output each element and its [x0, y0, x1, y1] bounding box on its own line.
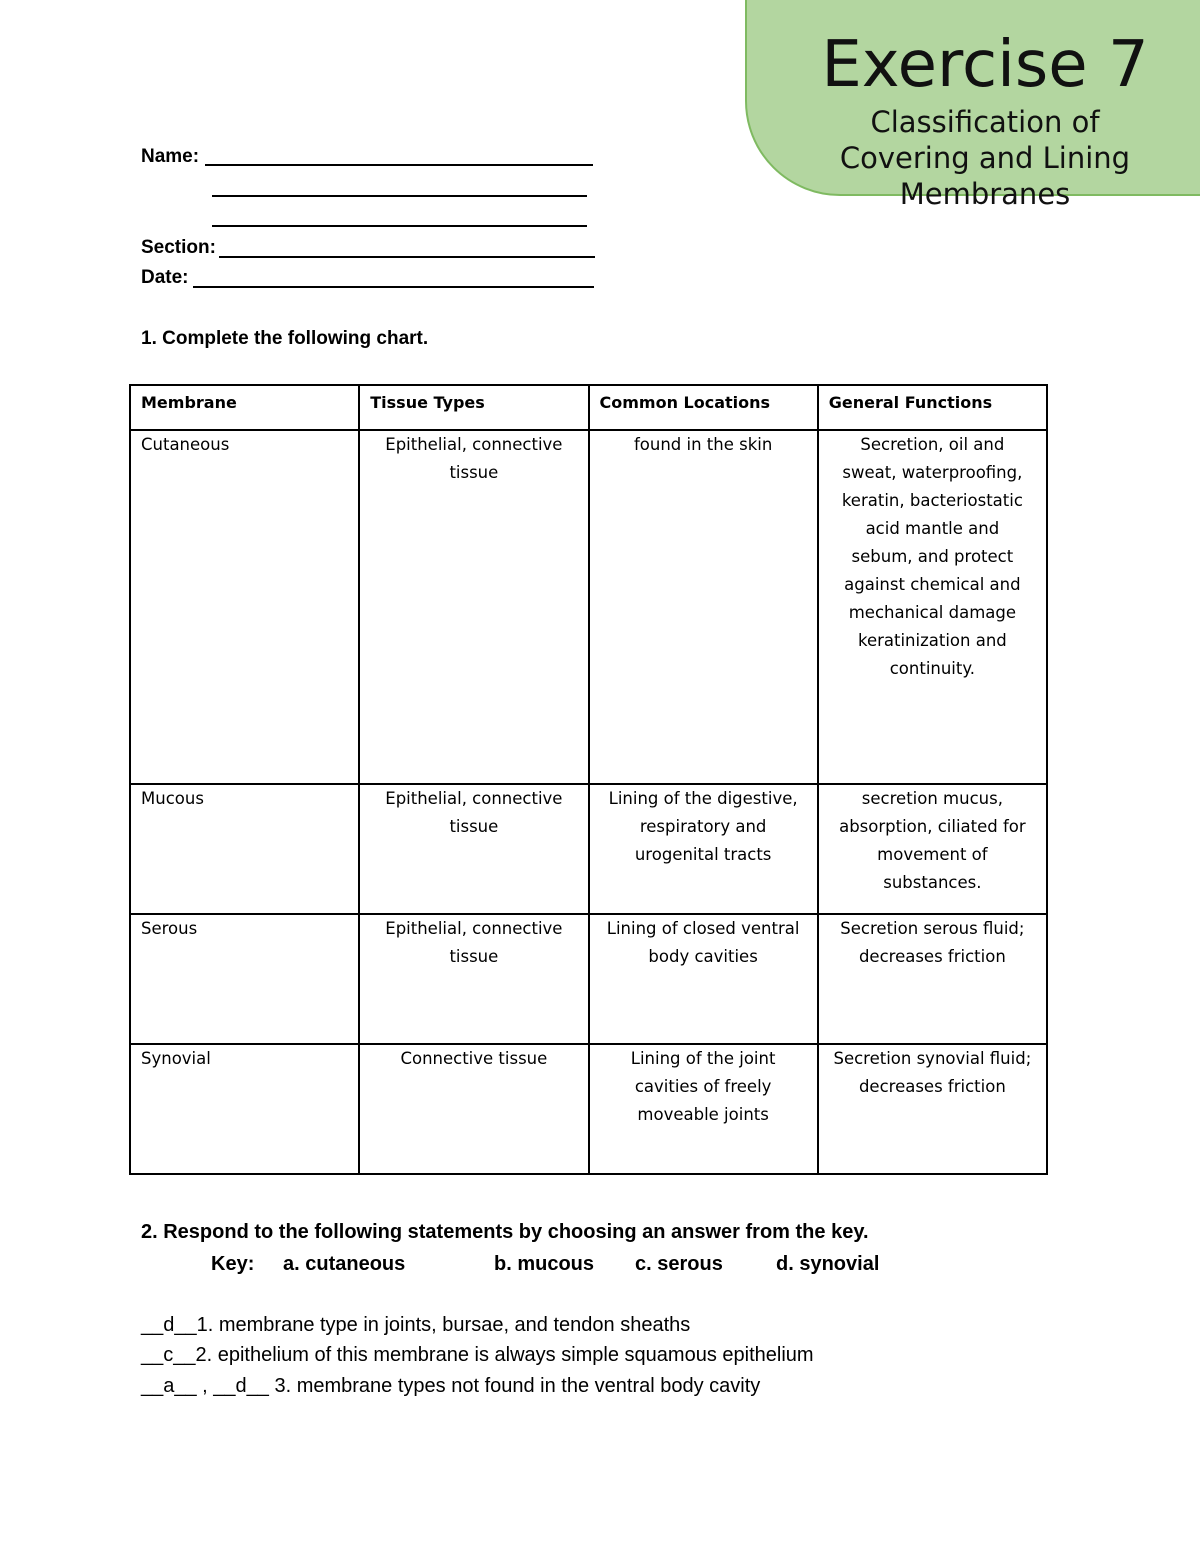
table-row-mucous	[130, 784, 1047, 914]
location-cell[interactable]	[589, 784, 818, 914]
function-cell[interactable]	[818, 784, 1047, 914]
key-option-b: b. mucous	[494, 1253, 595, 1275]
location-cell[interactable]	[589, 914, 818, 1044]
key-label: Key:	[211, 1253, 255, 1275]
question-1-prompt: 1. Complete the following chart.	[141, 328, 429, 349]
column-header-membrane: Membrane	[130, 385, 359, 430]
subtitle-line: Classification of	[870, 105, 1100, 139]
function-cell[interactable]	[818, 430, 1047, 784]
cell-line: moveable joints	[637, 1105, 769, 1124]
cell-line: keratinization and	[857, 631, 1007, 650]
cell-line: Secretion, oil and	[860, 435, 1005, 454]
cell-line: Lining of the digestive,	[608, 789, 798, 808]
table-row-cutaneous	[130, 430, 1047, 784]
key-option-a: a. cutaneous	[283, 1253, 406, 1275]
cell-line: substances.	[883, 873, 982, 892]
cell-line: found in the skin	[633, 435, 773, 454]
cell-line: cavities of freely	[634, 1077, 772, 1096]
section-label: Section:	[141, 237, 216, 258]
cell-line: mechanical damage	[848, 603, 1017, 622]
tissue-cell[interactable]	[359, 1044, 588, 1174]
cell-line: tissue	[449, 947, 499, 966]
name-label: Name:	[141, 146, 200, 167]
membrane-cell: Serous	[130, 914, 359, 1044]
tissue-cell[interactable]	[359, 914, 588, 1044]
cell-line: Secretion serous fluid;	[840, 919, 1025, 938]
exercise-subtitle	[745, 104, 1200, 212]
subtitle-line: Membranes	[899, 177, 1071, 211]
cell-line: Lining of closed ventral	[606, 919, 800, 938]
question-2-prompt: 2. Respond to the following statements by choosing an answer from the key.	[141, 1221, 869, 1243]
key-option-d: d. synovial	[776, 1253, 880, 1275]
answer-2[interactable]: __c__2. epithelium of this membrane is always simple squamous epithelium	[141, 1344, 814, 1366]
table-row-synovial	[130, 1044, 1047, 1174]
membrane-chart	[129, 384, 1048, 1175]
cell-line: continuity.	[889, 659, 976, 678]
cell-line: Epithelial, connective	[385, 919, 563, 938]
cell-line: decreases friction	[858, 947, 1006, 966]
date-label: Date:	[141, 267, 189, 288]
date-field[interactable]	[193, 286, 594, 288]
membrane-cell: Synovial	[130, 1044, 359, 1174]
cell-line: respiratory and	[639, 817, 767, 836]
cell-line: tissue	[449, 817, 499, 836]
cell-line: decreases friction	[858, 1077, 1006, 1096]
section-field[interactable]	[219, 256, 595, 258]
answer-3[interactable]: __a__ , __d__ 3. membrane types not found in the ventral body cavity	[141, 1375, 761, 1397]
cell-line: sebum, and protect	[851, 547, 1014, 566]
column-header-tissue-types: Tissue Types	[359, 385, 588, 430]
name-field-line-3[interactable]	[212, 225, 587, 227]
cell-line: Lining of the joint	[630, 1049, 776, 1068]
cell-line: secretion mucus,	[861, 789, 1003, 808]
answer-1[interactable]: __d__1. membrane type in joints, bursae, and tendon sheaths	[141, 1314, 691, 1336]
cell-line: Secretion synovial fluid;	[833, 1049, 1032, 1068]
cell-line: acid mantle and	[865, 519, 1000, 538]
question-2	[141, 1219, 1041, 1245]
membrane-cell: Mucous	[130, 784, 359, 914]
cell-line: keratin, bacteriostatic	[841, 491, 1023, 510]
subtitle-line: Covering and Lining	[839, 141, 1131, 175]
function-cell[interactable]	[818, 914, 1047, 1044]
column-header-general-functions: General Functions	[818, 385, 1047, 430]
cell-line: body cavities	[648, 947, 758, 966]
tissue-cell[interactable]	[359, 430, 588, 784]
key-option-c: c. serous	[635, 1253, 723, 1275]
column-header-common-locations: Common Locations	[589, 385, 818, 430]
cell-line: against chemical and	[844, 575, 1021, 594]
cell-line: movement of	[877, 845, 988, 864]
tissue-cell[interactable]	[359, 784, 588, 914]
table-row-serous	[130, 914, 1047, 1044]
name-field-line-2[interactable]	[212, 195, 587, 197]
cell-line: Epithelial, connective	[385, 435, 563, 454]
cell-line: urogenital tracts	[634, 845, 772, 864]
function-cell[interactable]	[818, 1044, 1047, 1174]
membrane-cell: Cutaneous	[130, 430, 359, 784]
location-cell[interactable]	[589, 430, 818, 784]
location-cell[interactable]	[589, 1044, 818, 1174]
exercise-title: Exercise 7	[821, 28, 1149, 102]
cell-line: tissue	[449, 463, 499, 482]
cell-line: absorption, ciliated for	[839, 817, 1026, 836]
cell-line: Epithelial, connective	[385, 789, 563, 808]
cell-line: sweat, waterproofing,	[842, 463, 1023, 482]
cell-line: Connective tissue	[400, 1049, 548, 1068]
name-field[interactable]	[205, 164, 593, 166]
